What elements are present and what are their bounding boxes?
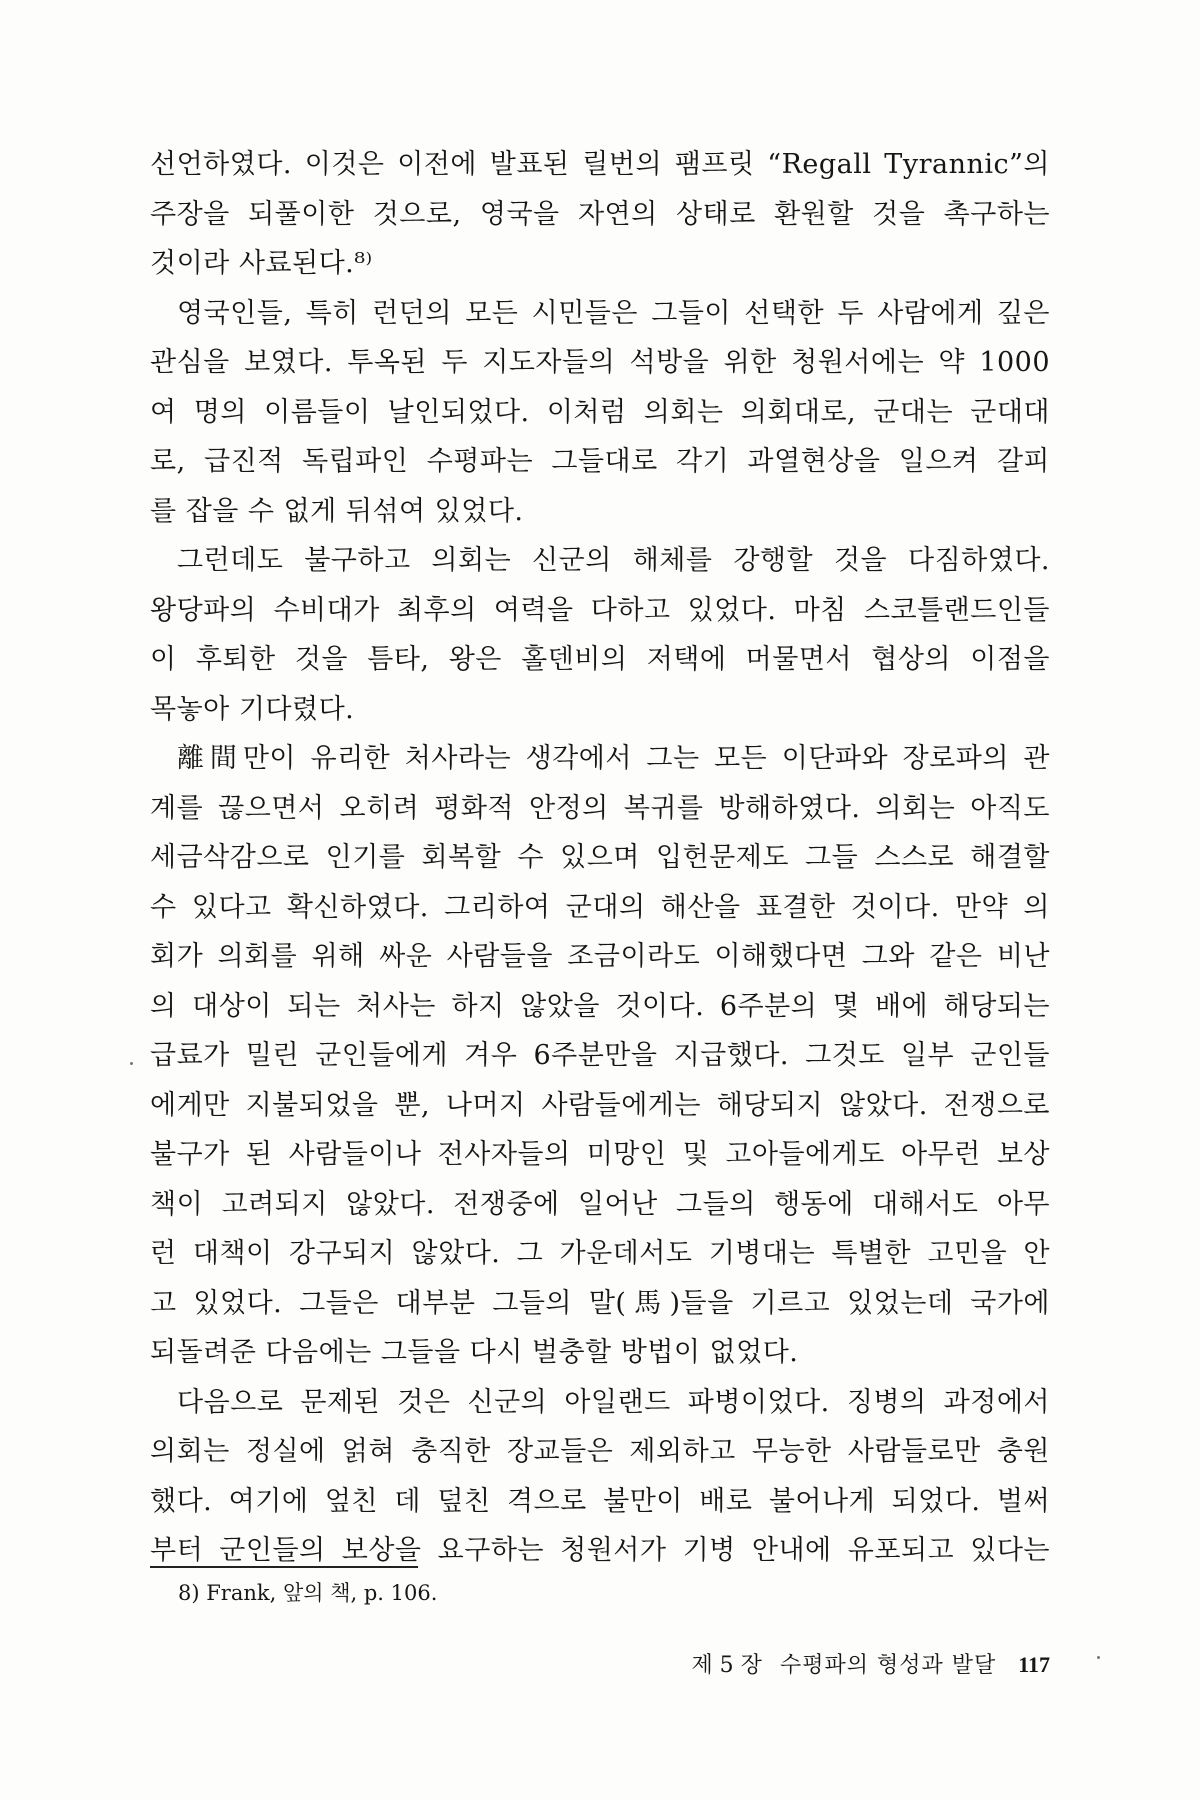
footnote-divider — [150, 1566, 418, 1568]
text-line: 주장을 되풀이한 것으로, 영국을 자연의 상태로 환원할 것을 촉구하는 — [150, 198, 1050, 230]
running-footer — [600, 1650, 1050, 1681]
text-line: 의 대상이 되는 처사는 하지 않았을 것이다. 6주분의 몇 배에 해당되는 — [150, 990, 1050, 1022]
paragraph — [150, 734, 1050, 1378]
text-line: 했다. 여기에 엎친 데 덮친 격으로 불만이 배로 불어나게 되었다. 벌써 — [150, 1485, 1050, 1517]
body-text — [150, 140, 1050, 1576]
text-line: 회가 의회를 위해 싸운 사람들을 조금이라도 이해했다면 그와 같은 비난 — [150, 941, 1050, 972]
text-line: 로, 급진적 독립파인 수평파는 그들대로 각기 과열현상을 일으켜 갈피 — [150, 446, 1050, 477]
text-line: 다음으로 문제된 것은 신군의 아일랜드 파병이었다. 징병의 과정에서 — [177, 1386, 1050, 1418]
chapter-title: 수평파의 형성과 발달 — [779, 1653, 997, 1678]
paragraph — [150, 1378, 1050, 1576]
chapter-label: 제 5 장 — [691, 1653, 762, 1678]
text-line: 세금삭감으로 인기를 회복할 수 있으며 입헌문제도 그들 스스로 해결할 — [150, 842, 1050, 873]
page-number: 117 — [1018, 1652, 1050, 1677]
text-line: 의회는 정실에 얽혀 충직한 장교들은 제외하고 무능한 사람들로만 충원 — [150, 1436, 1050, 1467]
text-line: 계를 끊으면서 오히려 평화적 안정의 복귀를 방해하였다. 의회는 아직도 — [150, 792, 1050, 824]
text-line: 책이 고려되지 않았다. 전쟁중에 일어난 그들의 행동에 대해서도 아무 — [150, 1188, 1050, 1220]
text-line: 목놓아 기다렸다. — [150, 693, 355, 725]
paragraph — [150, 536, 1050, 734]
text-line: 선언하였다. 이것은 이전에 발표된 릴번의 팸프릿 “Regall Tyrannic”의 — [150, 149, 1050, 180]
footnote: 8) Frank, 앞의 책, p. 106. — [178, 1581, 438, 1605]
text-line: 고 있었다. 그들은 대부분 그들의 말(馬)들을 기르고 있었는데 국가에 — [150, 1287, 1050, 1319]
paragraph — [150, 289, 1050, 537]
text-line: 그런데도 불구하고 의회는 신군의 해체를 강행할 것을 다짐하였다. — [177, 545, 1050, 576]
text-line: 불구가 된 사람들이나 전사자들의 미망인 및 고아들에게도 아무런 보상 — [150, 1139, 1050, 1170]
text-line: 에게만 지불되었을 뿐, 나머지 사람들에게는 해당되지 않았다. 전쟁으로 — [150, 1089, 1050, 1121]
text-line: 것이라 사료된다.⁸⁾ — [150, 248, 373, 279]
text-line: 離間만이 유리한 처사라는 생각에서 그는 모든 이단파와 장로파의 관 — [177, 743, 1050, 774]
text-line: 급료가 밀린 군인들에게 겨우 6주분만을 지급했다. 그것도 일부 군인들 — [150, 1040, 1050, 1071]
scan-speck — [1097, 1656, 1100, 1659]
text-line: 되돌려준 다음에는 그들을 다시 벌충할 방법이 없었다. — [150, 1337, 799, 1368]
text-line: 이 후퇴한 것을 틈타, 왕은 홀덴비의 저택에 머물면서 협상의 이점을 — [150, 644, 1050, 675]
text-line: 영국인들, 특히 런던의 모든 시민들은 그들이 선택한 두 사람에게 깊은 — [177, 297, 1050, 329]
text-line: 수 있다고 확신하였다. 그리하여 군대의 해산을 표결한 것이다. 만약 의 — [150, 891, 1050, 923]
text-line: 부터 군인들의 보상을 요구하는 청원서가 기병 안내에 유포되고 있다는 — [150, 1535, 1050, 1566]
scan-speck — [130, 1062, 133, 1065]
text-line: 를 잡을 수 없게 뒤섞여 있었다. — [150, 495, 524, 527]
text-line: 런 대책이 강구되지 않았다. 그 가운데서도 기병대는 특별한 고민을 안 — [150, 1238, 1050, 1269]
text-line: 관심을 보였다. 투옥된 두 지도자들의 석방을 위한 청원서에는 약 1000 — [150, 347, 1050, 378]
text-line: 왕당파의 수비대가 최후의 여력을 다하고 있었다. 마침 스코틀랜드인들 — [150, 594, 1050, 626]
text-line: 여 명의 이름들이 날인되었다. 이처럼 의회는 의회대로, 군대는 군대대 — [150, 396, 1050, 428]
paragraph — [150, 140, 1050, 289]
